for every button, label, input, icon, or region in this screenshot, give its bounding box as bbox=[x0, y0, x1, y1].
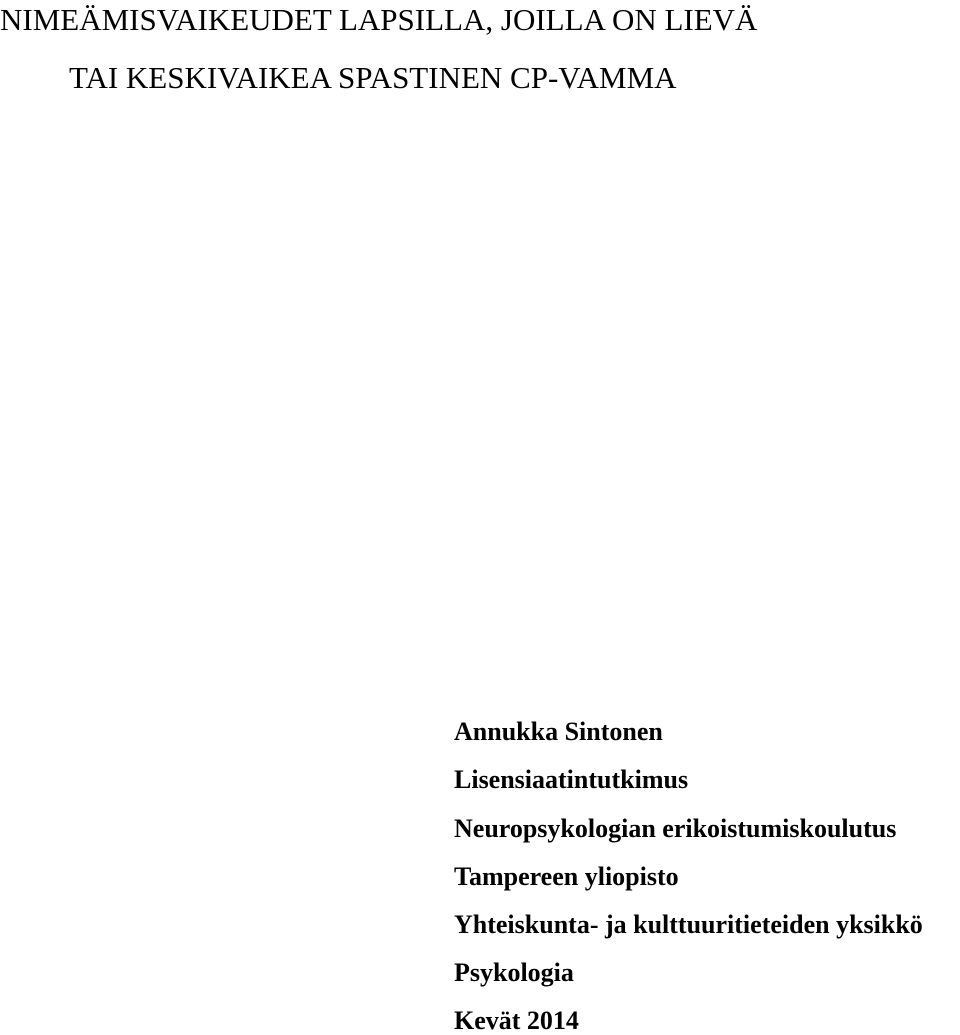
department-name: Psykologia bbox=[454, 958, 574, 987]
university-name: Tampereen yliopisto bbox=[454, 862, 679, 891]
date-text: Kevät 2014 bbox=[454, 1006, 579, 1035]
thesis-type: Lisensiaatintutkimus bbox=[454, 765, 689, 794]
program-name: Neuropsykologian erikoistumiskoulutus bbox=[454, 814, 897, 843]
title-line-1: NIMEÄMISVAIKEUDET LAPSILLA, JOILLA ON LIEVÄ bbox=[0, 2, 758, 37]
author-name: Annukka Sintonen bbox=[454, 717, 663, 746]
unit-name: Yhteiskunta- ja kulttuuritieteiden yksikkö bbox=[454, 910, 923, 939]
title-line-2: TAI KESKIVAIKEA SPASTINEN CP-VAMMA bbox=[69, 60, 677, 95]
